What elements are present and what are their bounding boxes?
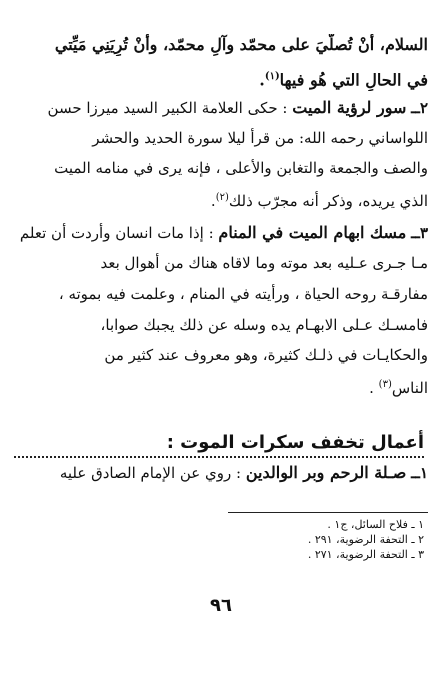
footnote-ref-2: (٢) xyxy=(215,192,229,203)
item2-line-3 xyxy=(12,157,428,179)
intro-line-2 xyxy=(12,66,428,91)
item2-text-2: اللواساني رحمه الله: من قرأ ليلا سورة الحديد والحشر xyxy=(92,129,428,147)
section-heading: أعمال تخفف سكرات الموت : xyxy=(166,432,424,453)
item1-line-1 xyxy=(12,462,428,484)
footnote-3: ٣ ـ التحفة الرضوية، ٢٧١ . xyxy=(307,548,424,561)
item3-text-4: فامسـك عـلى الابهـام يده وسله عن ذلك يجبك صوابا، xyxy=(100,316,428,334)
item1-title: صـلة الرحم وبر الوالدين xyxy=(245,463,407,482)
item2-text-4: الذي يريده، وذكر أنه مجرّب ذلك xyxy=(228,192,428,210)
item2-title: سور لرؤية الميت xyxy=(292,98,407,117)
item3-line-2 xyxy=(12,252,428,274)
item3-number: ٣ــ xyxy=(411,224,428,242)
item2-number: ٢ــ xyxy=(411,99,428,117)
item2-text-3: والصف والجمعة والتغابن والأعلى ، فإنه يرى في منامه الميت xyxy=(54,159,428,177)
footnote-divider xyxy=(228,512,428,513)
footnote-2: ٢ ـ التحفة الرضوية، ٢٩١ . xyxy=(307,533,424,546)
page-number: ٩٦ xyxy=(210,595,232,616)
item3-line-6 xyxy=(12,374,428,399)
item1-number: ١ــ xyxy=(411,464,428,482)
item3-text-5: والحكايـات في ذلـك كثيرة، وهو معروف عند كثير من xyxy=(104,346,428,364)
item2-line-2 xyxy=(12,127,428,149)
item3-line-4 xyxy=(12,314,428,336)
item3-line-5 xyxy=(12,344,428,366)
footnote-1: ١ ـ فلاح السائل، ج١ . xyxy=(327,518,424,531)
item3-line-1 xyxy=(12,222,428,244)
footnote-ref-1: (١) xyxy=(264,71,280,82)
item2-text-1: : حكى العلامة الكبير السيد ميرزا حسن xyxy=(47,99,288,117)
item1-text-1: : روي عن الإمام الصادق عليه xyxy=(59,464,242,482)
footnote-ref-3: (٣) xyxy=(378,379,392,390)
item3-text-1: : إذا مات انسان وأردت أن تعلم xyxy=(19,224,214,242)
item3-text-2: مـا جـرى عـليه بعد موته وما لاقاه هناك من أهوال بعد xyxy=(100,254,428,272)
intro-text-2: في الحالِ التي هُو فيها xyxy=(279,70,428,90)
section-divider xyxy=(14,456,424,458)
intro-text-1: السلام، أنْ تُصلّيَ على محمّد وآلِ محمّد، وأنْ تُرِيَنِي مَيِّتي xyxy=(54,35,428,54)
item3-text-6-end: . xyxy=(369,379,379,397)
intro-line-1 xyxy=(12,34,428,56)
item3-text-6: الناس xyxy=(391,379,428,397)
intro-text-2-end: . xyxy=(259,70,265,90)
item3-title: مسك ابهام الميت في المنام xyxy=(218,223,407,242)
item3-text-3: مفارقـة روحه الحياة ، ورأيته في المنام ، وعلمت فيه بموته ، xyxy=(58,285,428,303)
item2-line-4 xyxy=(12,187,428,212)
item3-line-3 xyxy=(12,283,428,305)
item2-line-1 xyxy=(12,97,428,119)
item2-text-4-end: . xyxy=(210,192,216,210)
